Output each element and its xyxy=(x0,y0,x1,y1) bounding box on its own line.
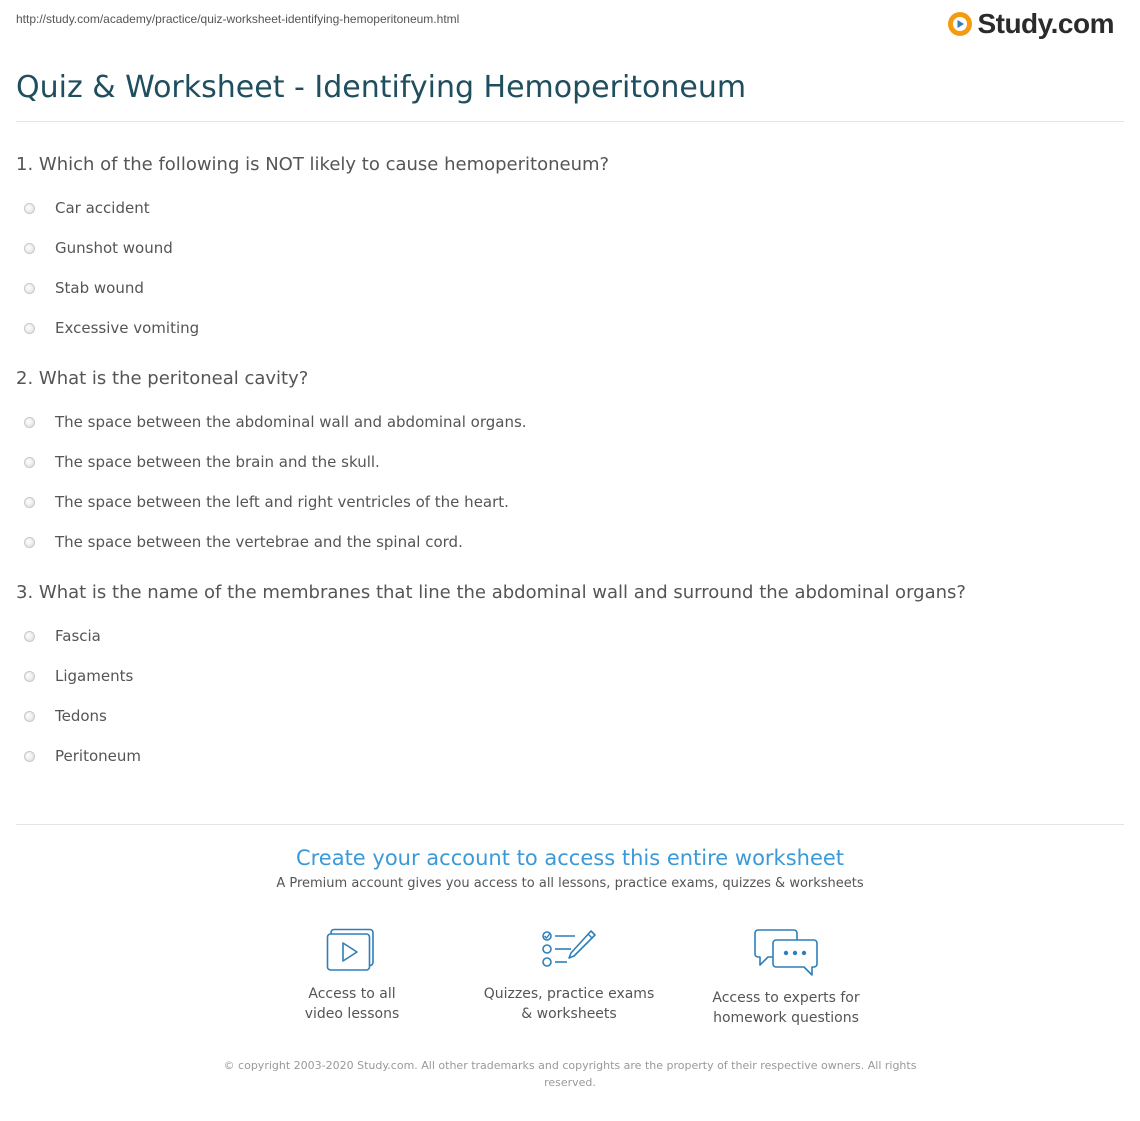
answer-choice[interactable] xyxy=(16,656,1124,696)
answer-label: The space between the abdominal wall and abdominal organs. xyxy=(55,413,527,431)
radio-button[interactable] xyxy=(24,711,35,722)
play-logo-icon xyxy=(947,11,973,37)
answer-label: Stab wound xyxy=(55,279,144,297)
feature-quizzes xyxy=(469,928,669,1024)
radio-button[interactable] xyxy=(24,751,35,762)
answer-label: Excessive vomiting xyxy=(55,319,200,337)
question-list xyxy=(16,152,1124,776)
answer-choice[interactable] xyxy=(16,736,1124,776)
answer-choice[interactable] xyxy=(16,188,1124,228)
answer-label: Ligaments xyxy=(55,667,134,685)
signup-cta xyxy=(0,846,1140,891)
chat-bubbles-icon xyxy=(754,928,818,978)
radio-button[interactable] xyxy=(24,243,35,254)
answer-label: Fascia xyxy=(55,627,101,645)
radio-button[interactable] xyxy=(24,537,35,548)
radio-button[interactable] xyxy=(24,497,35,508)
video-lesson-icon xyxy=(326,928,378,974)
page-title: Quiz & Worksheet - Identifying Hemoperitoneum xyxy=(16,70,747,105)
question-1 xyxy=(16,152,1124,348)
radio-button[interactable] xyxy=(24,203,35,214)
question-text: 2. What is the peritoneal cavity? xyxy=(16,368,309,389)
page-url: http://study.com/academy/practice/quiz-worksheet-identifying-hemoperitoneum.html xyxy=(16,12,460,26)
radio-button[interactable] xyxy=(24,417,35,428)
answer-choice[interactable] xyxy=(16,308,1124,348)
radio-button[interactable] xyxy=(24,323,35,334)
question-text: 3. What is the name of the membranes that line the abdominal wall and surround the abdominal organs? xyxy=(16,582,966,603)
answer-label: The space between the vertebrae and the spinal cord. xyxy=(55,533,463,551)
answer-choice[interactable] xyxy=(16,442,1124,482)
quiz-checklist-icon xyxy=(541,928,597,974)
radio-button[interactable] xyxy=(24,671,35,682)
question-3 xyxy=(16,580,1124,776)
answer-label: Gunshot wound xyxy=(55,239,173,257)
feature-label: Quizzes, practice exams & worksheets xyxy=(483,986,655,1022)
feature-video-lessons xyxy=(252,928,452,1024)
answer-choices xyxy=(16,188,1124,348)
copyright-footer: © copyright 2003-2020 Study.com. All other trademarks and copyrights are the property of their respective owners. All rights reserved. xyxy=(223,1059,917,1089)
radio-button[interactable] xyxy=(24,457,35,468)
answer-choice[interactable] xyxy=(16,482,1124,522)
answer-choice[interactable] xyxy=(16,696,1124,736)
question-text: 1. Which of the following is NOT likely to cause hemoperitoneum? xyxy=(16,154,610,175)
radio-button[interactable] xyxy=(24,283,35,294)
radio-button[interactable] xyxy=(24,631,35,642)
answer-label: Car accident xyxy=(55,199,150,217)
answer-label: The space between the left and right ventricles of the heart. xyxy=(55,493,509,511)
question-2 xyxy=(16,366,1124,562)
feature-label: Access to experts for homework questions xyxy=(712,990,860,1026)
study-logo[interactable] xyxy=(947,8,1114,40)
divider xyxy=(16,824,1124,825)
answer-choice[interactable] xyxy=(16,228,1124,268)
answer-choice[interactable] xyxy=(16,522,1124,562)
divider xyxy=(16,121,1124,122)
answer-choices xyxy=(16,616,1124,776)
answer-choices xyxy=(16,402,1124,562)
cta-link[interactable]: Create your account to access this entire worksheet xyxy=(295,846,845,870)
answer-choice[interactable] xyxy=(16,402,1124,442)
answer-label: Peritoneum xyxy=(55,747,141,765)
answer-label: Tedons xyxy=(55,707,107,725)
cta-subtitle: A Premium account gives you access to all lessons, practice exams, quizzes & worksheets xyxy=(276,876,864,891)
answer-choice[interactable] xyxy=(16,268,1124,308)
feature-label: Access to all video lessons xyxy=(304,986,400,1022)
answer-choice[interactable] xyxy=(16,616,1124,656)
feature-experts xyxy=(686,928,886,1028)
logo-text: Study.com xyxy=(977,8,1114,39)
answer-label: The space between the brain and the skull. xyxy=(55,453,380,471)
